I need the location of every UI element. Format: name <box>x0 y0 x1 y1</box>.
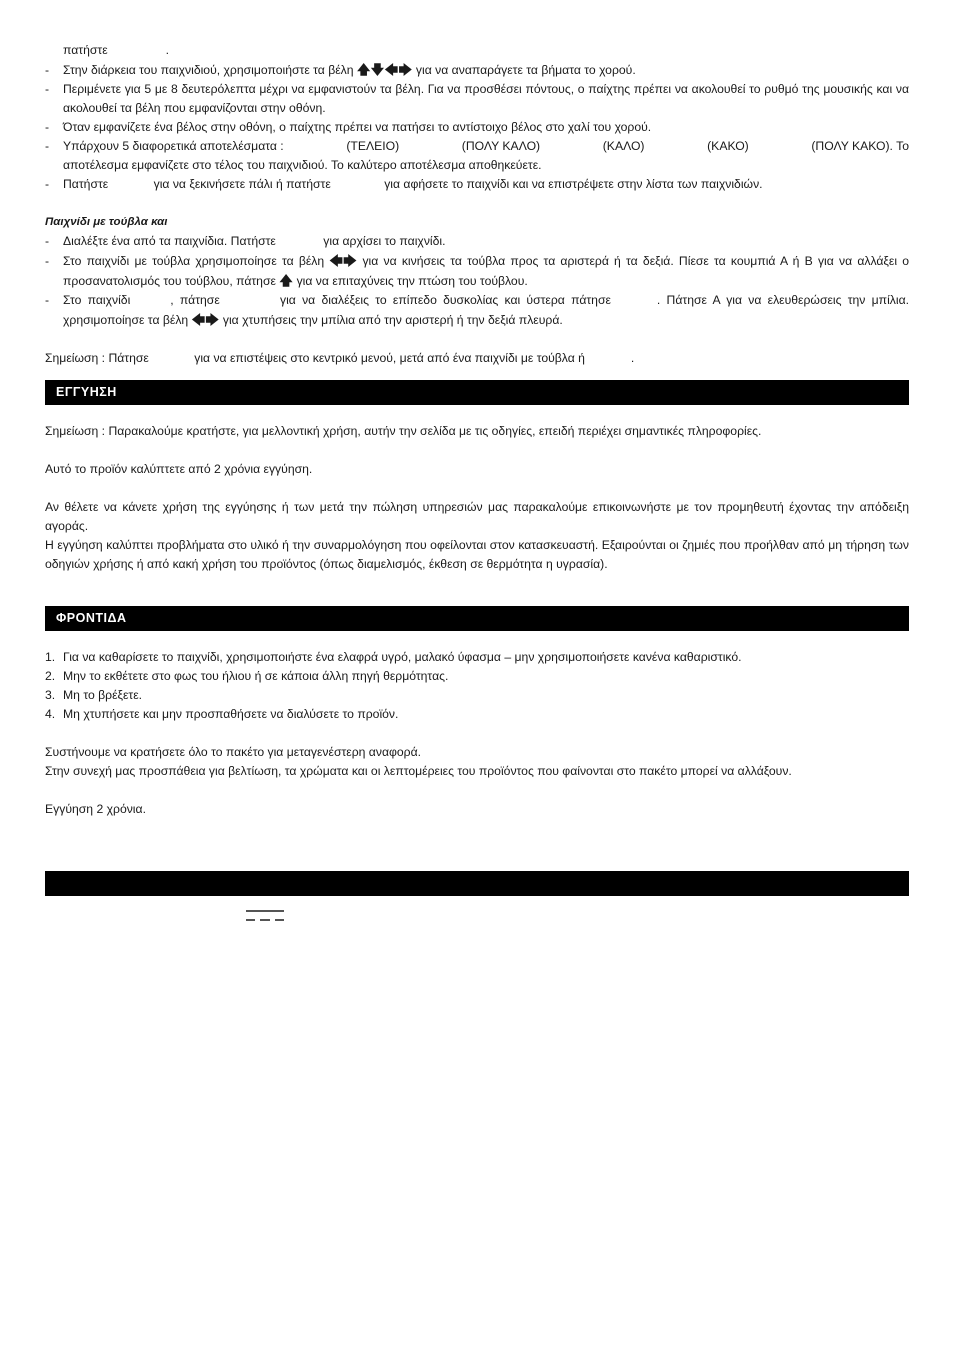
result-label: (ΚΑΚΟ) <box>707 139 749 153</box>
text: Στο παιχνίδι <box>63 293 131 307</box>
left-right-arrows-icon: 🡄🡆 <box>191 312 220 327</box>
result-label: (ΤΕΛΕΙΟ) <box>346 139 400 153</box>
warranty-period: Αυτό το προϊόν καλύπτετε από 2 χρόνια εγγύηση. <box>45 462 313 476</box>
text: Στην διάρκεια του παιχνιδιού, χρησιμοποιήστε τα βέλη <box>63 63 354 77</box>
text: Στο παιχνίδι με τούβλα χρησιμοποίησε τα βέλη <box>63 254 325 268</box>
up-arrow-icon: 🡅 <box>279 273 294 288</box>
text: για να επιταχύνεις την πτώση του τούβλου. <box>296 274 528 288</box>
text: Διαλέξτε ένα από τα παιχνίδια. Πατήστε <box>63 234 276 248</box>
list-item <box>45 60 909 80</box>
item-number: 3. <box>45 688 56 702</box>
bullet-dash: - <box>45 234 50 248</box>
warranty-details <box>45 498 909 574</box>
text: χρησιμοποίησε τα βέλη <box>63 313 189 327</box>
bricks-note <box>45 349 909 368</box>
item-number: 2. <box>45 669 56 683</box>
text: πατήστε <box>63 43 108 57</box>
dc-current-icon <box>246 910 284 922</box>
text: Η εγγύηση καλύπτει προβλήματα στο υλικό ή την συναρμολόγηση που οφείλονται στον κατασκευαστή. Εξαιρούνται οι ζημιές που προήλθαν από μη τήρηση των <box>45 538 909 552</box>
bullet-dash: - <box>45 82 50 96</box>
warranty-note: Σημείωση : Παρακαλούμε κρατήστε, για μελλοντική χρήση, αυτήν την σελίδα με τις οδηγίες, επειδή περιέχει σημαντικές πληροφορίες. <box>45 424 762 438</box>
text: Όταν εμφανίζετε ένα βέλος στην οθόνη, ο παίχτης πρέπει να πατήσει το αντίστοιχο βέλος στο χαλί του χορού. <box>63 120 652 134</box>
text: αποτέλεσμα εμφανίζετε στο τέλος του παιχνιδιού. Το καλύτερο αποτέλεσμα αποθηκεύετε. <box>63 158 542 172</box>
result-label: (ΚΑΛΟ) <box>602 139 645 153</box>
text: Μην το εκθέτετε στο φως του ήλιου ή σε κάποια άλλη πηγή θερμότητας. <box>63 669 449 683</box>
text: , πάτησε <box>170 293 220 307</box>
text: Υπάρχουν 5 διαφορετικά αποτελέσματα : <box>63 139 284 153</box>
text: Πατήστε <box>63 177 109 191</box>
list-item <box>45 705 909 724</box>
section-heading-empty <box>45 871 909 896</box>
text: Μη το βρέξετε. <box>63 688 143 702</box>
text: . Πάτησε Α για να ελευθερώσεις την μπίλια. <box>656 293 910 307</box>
bullet-dash: - <box>45 120 50 134</box>
text: για να κινήσεις τα τούβλα προς τα αριστερά ή τα δεξιά. Πίεσε τα κουμπιά Α ή Β για να αλλάξει ο <box>362 254 910 268</box>
text: . <box>165 43 170 57</box>
section-heading-care: ΦΡΟΝΤΙΔΑ <box>45 606 909 631</box>
text: . <box>630 351 635 365</box>
list-item <box>45 667 909 686</box>
text: Αν θέλετε να κάνετε χρήση της εγγύησης ή των μετά την πώληση υπηρεσιών μας παρακαλούμε επικοινωνήστε με τον προμηθευτή έχοντας την απόδειξη αγοράς. <box>45 500 909 533</box>
bullet-dash: - <box>45 177 50 191</box>
text: προσανατολισμός του τούβλου, πάτησε <box>63 274 276 288</box>
bullet-dash: - <box>45 63 50 77</box>
item-number: 1. <box>45 650 56 664</box>
list-item <box>45 118 909 137</box>
list-item <box>45 648 909 667</box>
list-item <box>45 232 909 251</box>
text: για χτυπήσεις την μπίλια από την αριστερή ή την δεξιά πλευρά. <box>222 313 563 327</box>
result-label: (ΠΟΛΥ ΚΑΚΟ). Το <box>811 139 909 153</box>
text: οδηγιών χρήσης ή από κακή χρήση του προϊόντος (όπως διαμελισμός, έκθεση σε θερμότητα η υγρασία). <box>45 557 608 571</box>
text: Μη χτυπήσετε και μην προσπαθήσετε να διαλύσετε το προϊόν. <box>63 707 399 721</box>
list-item <box>45 251 909 291</box>
list-item <box>45 175 909 194</box>
care-note-2: Στην συνεχή μας προσπάθεια για βελτίωση, τα χρώματα και οι λεπτομέρειες του προϊόντος που φαίνονται στο πακέτο μπορεί να αλλάξουν. <box>45 764 792 778</box>
text: για αρχίσει το παιχνίδι. <box>323 234 446 248</box>
list-item <box>45 686 909 705</box>
list-item <box>45 137 909 175</box>
care-note-1: Συστήνουμε να κρατήσετε όλο το πακέτο για μεταγενέστερη αναφορά. <box>45 745 422 759</box>
text: για να αναπαράγετε τα βήματα το χορού. <box>415 63 636 77</box>
section-subtitle: Παιχνίδι με τούβλα και <box>45 216 168 228</box>
result-label: (ΠΟΛΥ ΚΑΛΟ) <box>461 139 541 153</box>
bullet-dash: - <box>45 139 50 153</box>
text: για να ξεκινήσετε πάλι ή πατήστε <box>153 177 331 191</box>
text: για να διαλέξεις το επίπεδο δυσκολίας και ύστερα πάτησε <box>280 293 611 307</box>
section-heading-warranty: ΕΓΓΥΗΣΗ <box>45 380 909 405</box>
text: ακολουθεί τα βέλη που εμφανίζονται στην οθόνη. <box>63 101 326 115</box>
dance-top-line <box>45 41 909 60</box>
text: για να επιστέψεις στο κεντρικό μενού, μετά από ένα παιχνίδι με τούβλα ή <box>194 351 585 365</box>
bullet-dash: - <box>45 293 50 307</box>
list-item <box>45 291 909 330</box>
arrow-keys-icon: 🡅🡇🡄🡆 <box>356 62 413 77</box>
list-item <box>45 80 909 118</box>
warranty-reminder: Εγγύηση 2 χρόνια. <box>45 802 146 816</box>
bullet-dash: - <box>45 254 50 268</box>
text: Σημείωση : Πάτησε <box>45 351 149 365</box>
left-right-arrows-icon: 🡄🡆 <box>329 253 358 268</box>
text: Περιμένετε για 5 με 8 δευτερόλεπτα μέχρι να εμφανιστούν τα βέλη. Για να προσθέσει πόντους, ο παίχτης πρέπει να ακολουθεί το ρυθμό της μουσικής και να <box>63 82 909 96</box>
text: Για να καθαρίσετε το παιχνίδι, χρησιμοποιήστε ένα ελαφρά υγρό, μαλακό ύφασμα – μην χρησιμοποιήσετε κανένα καθαριστικό. <box>63 650 742 664</box>
item-number: 4. <box>45 707 56 721</box>
document-page <box>45 41 909 896</box>
text: για αφήσετε το παιχνίδι και να επιστρέψετε στην λίστα των παιχνιδιών. <box>384 177 763 191</box>
